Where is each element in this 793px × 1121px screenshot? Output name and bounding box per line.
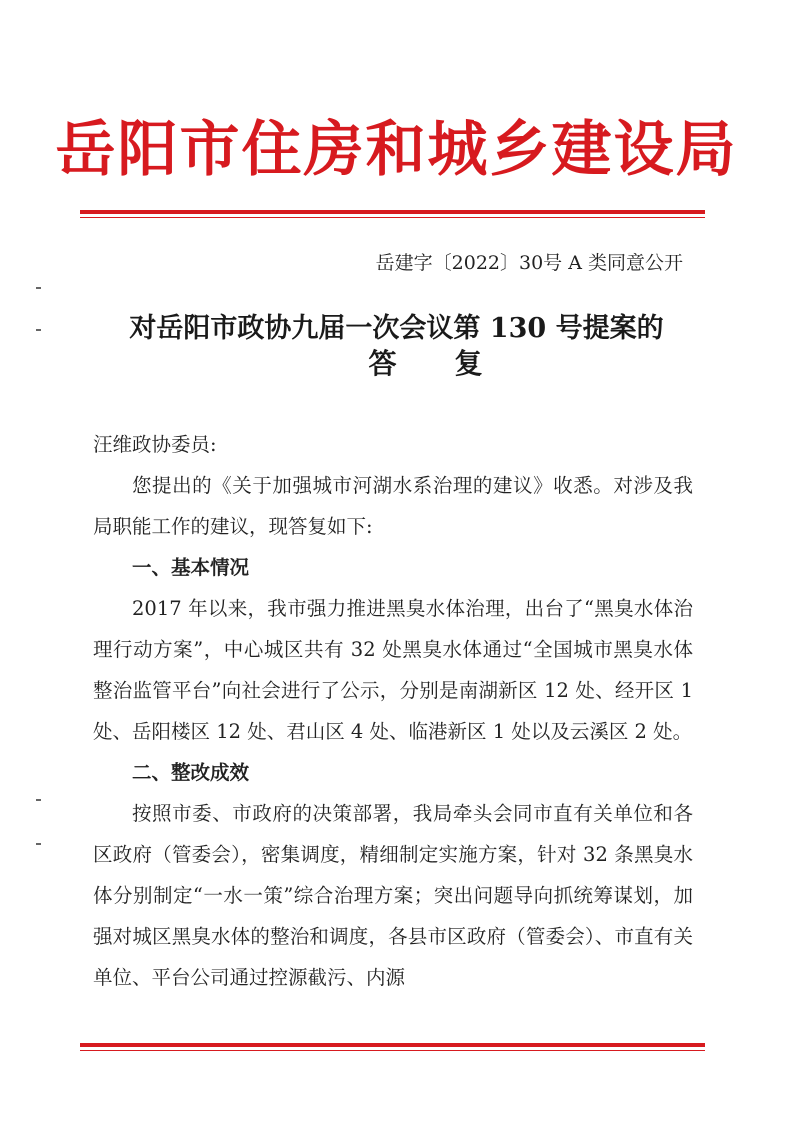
section1-paragraph: 2017 年以来，我市强力推进黑臭水体治理，出台了“黑臭水体治理行动方案”，中心城区共有 32 处黑臭水体通过“全国城市黑臭水体整治监管平台”向社会进行了公示，分别是南湖新区 12 处、经开区 1 处、岳阳楼区 12 处、君山区 4 处、临港新区 1 处以及云溪区 2 处。: [93, 597, 693, 743]
masthead-divider-thin: [80, 217, 705, 218]
document-title-line2: 答复: [368, 347, 541, 380]
document-title-line1: 对岳阳市政协九届一次会议第 130 号提案的: [129, 313, 664, 344]
margin-mark: [36, 329, 41, 331]
document-body: [93, 424, 693, 998]
margin-mark: [36, 799, 41, 801]
agency-masthead: 岳阳市住房和城乡建设局: [55, 115, 738, 185]
masthead-divider-thick: [80, 210, 705, 214]
footer-divider-thick: [80, 1043, 705, 1047]
section2-heading: 二、整改成效: [132, 761, 250, 784]
margin-mark: [36, 287, 41, 289]
section1-heading: 一、基本情况: [132, 556, 250, 579]
section2-paragraph: 按照市委、市政府的决策部署，我局牵头会同市直有关单位和各区政府（管委会），密集调度，精细制定实施方案，针对 32 条黑臭水体分别制定“一水一策”综合治理方案；突出问题导向抓统筹谋划，加强对城区黑臭水体的整治和调度，各县市区政府（管委会）、市直有关单位、平台公司通过控源截污、内源: [93, 802, 693, 989]
salutation: 汪维政协委员:: [93, 433, 217, 456]
intro-paragraph: 您提出的《关于加强城市河湖水系治理的建议》收悉。对涉及我局职能工作的建议，现答复如下:: [93, 474, 693, 538]
margin-mark: [36, 843, 41, 845]
footer-divider-thin: [80, 1050, 705, 1051]
document-number: 岳建字〔2022〕30号 A 类同意公开: [375, 252, 683, 274]
